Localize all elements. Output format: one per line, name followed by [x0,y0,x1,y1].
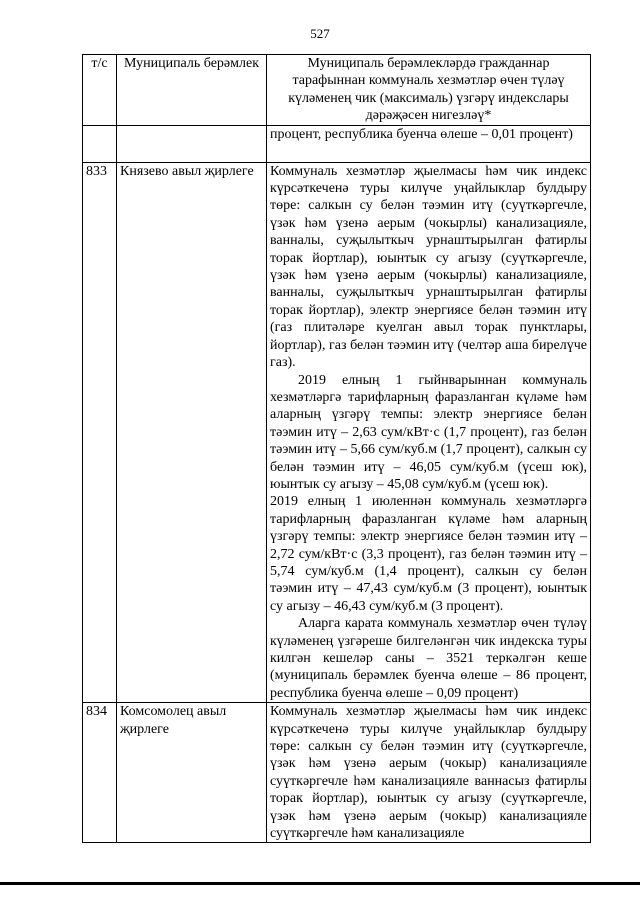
row-number: 834 [83,703,117,843]
page-bottom-border [0,882,640,885]
row-number: 833 [83,162,117,703]
row-basis-text [267,162,591,703]
header-municipality: Муниципаль берәмлек [117,55,267,126]
row-municipality-name: Князево авыл җирлеге [117,162,267,703]
table-row-834 [83,703,591,843]
basis-paragraph: 2019 елның 1 гыйнварыннан коммуналь хезмәтләргә тарифларның фаразланган күләме һәм аларның үзгәрү темпы: электр энергиясе белән тәэмин итү – 2,63 сум/кВт·с (1,7 процент), газ белән тәэмин итү – 5,66 сум/куб.м (1,7 процент), салкын су белән тәэмин итү – 46,05 сум/куб.м (үсеш юк), юынтык су агызу – 45,08 сум/куб.м (үсеш юк). [270,372,587,492]
basis-paragraph: Аларга карата коммуналь хезмәтләр өчен түләү күләменең үзгәреше билгеләнгән чик индекска туры килгән кешеләр саны – 3521 теркәлгән кеше (муниципаль берәмлек буенча өлеше – 86 процент, республика буенча өлеше – 0,09 процент) [270,616,587,701]
header-basis: Муниципаль берәмлекләрдә гражданнар тарафыннан коммуналь хезмәтләр өчен түләү күләменең чик (максималь) үзгәрү индекслары дәрәҗәсен нигезләү* [267,55,591,126]
row-municipality-name: Комсомолец авыл җирлеге [117,703,267,843]
continuation-paragraph: процент, республика буенча өлеше – 0,01 процент) [270,126,573,142]
continuation-text-cell [267,125,591,162]
continuation-name-cell [117,125,267,162]
table-row-833 [83,162,591,703]
basis-paragraph: Коммуналь хезмәтләр җыелмасы һәм чик индекс күрсәткеченә туры килүче уңайлыклар булдыру төре: салкын су белән тәэмин итү (суүткәргечле, үзәк һәм үзенә аерым (чокыр) канализацияле суүткәргечле һәм канализацияле ваннасыз фатирлы торак йортлар), юынтык су агызу (суүткәргечле, үзәк һәм үзенә аерым (чокыр) канализацияле суүткәргечле һәм канализацияле [270,704,587,842]
page-number: 527 [310,26,330,41]
table-row-continuation [83,125,591,162]
utility-index-table [82,54,591,843]
basis-paragraph: Коммуналь хезмәтләр җыелмасы һәм чик индекс күрсәткеченә туры килүче уңайлыклар булдыру төре: салкын су белән тәэмин итү (суүткәргечле, үзәк һәм үзенә аерым (чокырлы) канализацияле, ванналы, суҗылыткыч урнаштырылган фатирлы торак йортлар), юынтык су агызу (суүткәргечле, үзәк һәм үзенә аерым (чокырлы) канализацияле, ванналы, суҗылыткыч урнаштырылган фатирлы торак йортлар), электр энергиясе белән тәэмин итү (газ плитәләре куелган авыл торак пунктлары, йортлар), газ белән тәэмин итү (челтәр аша бирелүче газ). [270,163,587,371]
continuation-number-cell [83,125,117,162]
basis-paragraph: 2019 елның 1 июленнән коммуналь хезмәтләргә тарифларның фаразланган күләме һәм аларның үзгәрү темпы: электр энергиясе белән тәэмин итү – 2,72 сум/кВт·с (3,3 процент), газ белән тәэмин итү – 5,74 сум/куб.м (1,4 процент), салкын су белән тәэмин итү – 47,43 сум/куб.м (3 процент), юынтык су агызу – 46,43 сум/куб.м (3 процент). [270,494,587,614]
row-basis-text [267,703,591,843]
header-number: т/с [83,55,117,126]
table-header-row [83,55,591,126]
